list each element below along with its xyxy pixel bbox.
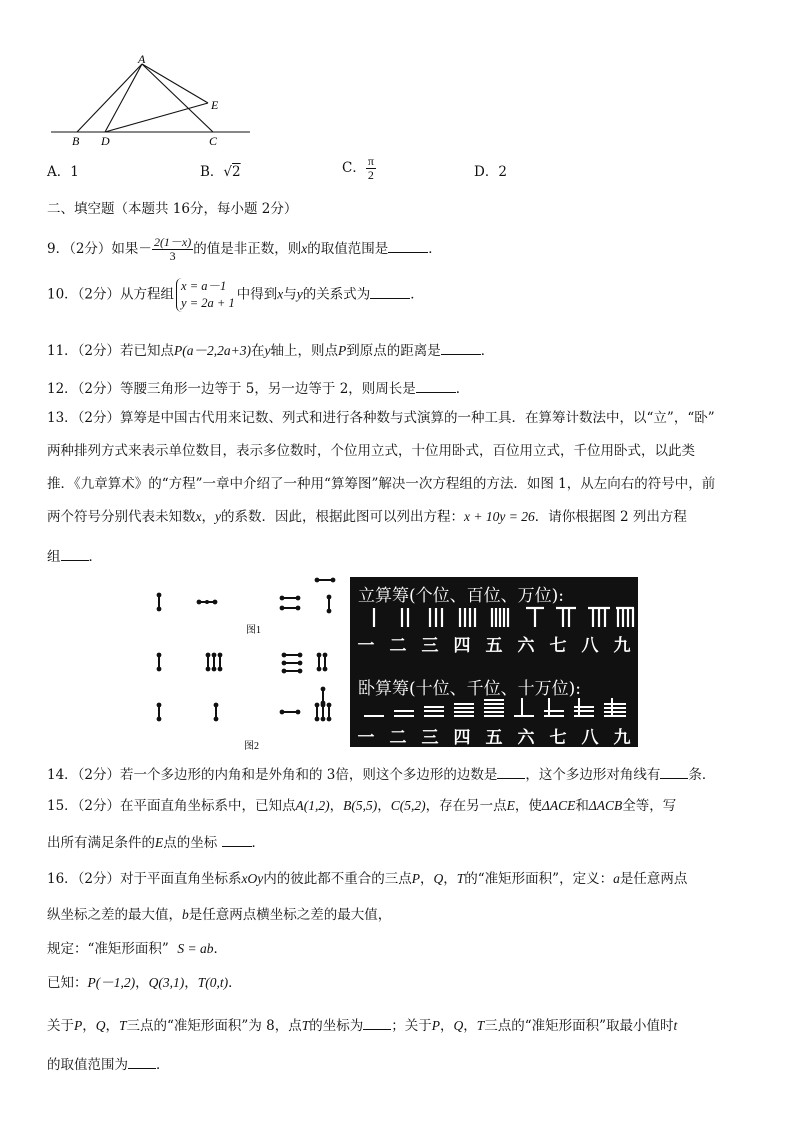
digit-6: 六 [517,636,535,656]
digit-1: 一 [357,728,375,748]
horizontal-rods-row [350,696,638,722]
q13-line1: 13．（2分）算筹是中国古代用来记数、列式和进行各种数与式演算的一种工具．在算筹计数法中，以“立”，“卧” [47,410,715,426]
digit-7: 七 [549,728,567,748]
section2-heading: 二、填空题（本题共 16分，每小题 2分） [47,201,298,217]
q13-line4: 两个符号分别代表未知数x，y的系数．因此，根据此图可以列出方程：x + 10y = 26．请你根据图 2 列出方程 [47,509,687,525]
answer-blank[interactable] [660,764,688,779]
digit-8: 八 [581,728,599,748]
q16-line3: 规定：“准矩形面积” S = ab． [47,941,228,957]
vertical-rods-row [350,605,638,631]
digit-2: 二 [389,728,407,748]
digit-5: 五 [485,636,503,656]
triangle-figure [45,52,260,152]
segment-ab [77,64,142,132]
q16-line6: 的取值范围为 ． [47,1054,170,1074]
label-b: B [72,134,80,148]
digit-2: 二 [389,636,407,656]
q16-line1: 16．（2分）对于平面直角坐标系xOy内的彼此都不重合的三点P，Q，T的“准矩形面积”，定义：a是任意两点 [47,871,688,887]
horizontal-rods-title: 卧算筹(十位、千位、十万位): [358,679,581,699]
answer-blank[interactable] [222,832,252,847]
option-d: D．2 [474,164,507,180]
q9-fraction: $\frac{2(1-x)}{3}$ [153,235,192,263]
option-a: A．1 [47,164,79,180]
digit-1: 一 [357,636,375,656]
vertical-rods-title: 立算筹(个位、百位、万位): [358,586,564,606]
counting-rod-figures [140,575,352,755]
segment-de [105,103,208,132]
question-12: 12．（2分）等腰三角形一边等于 5，另一边等于 2，则周长是 ． [47,378,469,398]
answer-blank[interactable] [370,284,410,299]
equation-system: x = a－1 y = 2a + 1 [176,278,235,312]
q16-line2: 纵坐标之差的最大值，b是任意两点横坐标之差的最大值， [47,907,392,923]
label-a: A [138,52,146,66]
digit-9: 九 [613,636,631,656]
digit-4: 四 [453,636,471,656]
q13-line5: 组 ． [47,546,102,566]
answer-blank[interactable] [61,546,89,561]
answer-blank[interactable] [497,764,525,779]
digit-5: 五 [485,728,503,748]
label-c: C [209,134,218,148]
segment-ae [142,64,208,103]
q15-line1: 15．（2分）在平面直角坐标系中，已知点A(1,2)，B(5,5)，C(5,2)，存在另一点E，使ΔACE和ΔACB全等，写 [47,798,677,814]
counting-rods-panel [350,577,638,747]
answer-blank[interactable] [363,1015,391,1030]
q15-line2: 出所有满足条件的E点的坐标 ． [47,832,265,852]
digit-3: 三 [421,728,439,748]
label-d: D [101,134,110,148]
vertical-digits-row [350,631,638,656]
digit-6: 六 [517,728,535,748]
figure-1-label: 图1 [246,625,261,636]
digit-4: 四 [453,728,471,748]
q16-line4: 已知：P(－1,2)，Q(3,1)，T(0,t)． [47,975,242,991]
answer-blank[interactable] [388,238,428,253]
question-10: 10．（2分）从方程组 x = a－1 y = 2a + 1 中得到x与y的关系式为 ． [47,279,424,310]
q13-line3: 推．《九章算术》的“方程”一章中介绍了一种用“算筹图”解决一次方程组的方法．如图 1，从左向右的符号中，前 [47,476,716,492]
digit-8: 八 [581,636,599,656]
q16-line5: 关于P，Q，T三点的“准矩形面积”为 8，点T的坐标为 ；关于P，Q，T三点的“准矩形面积”取最小值时t [47,1015,677,1035]
answer-blank[interactable] [128,1054,156,1069]
label-e: E [211,98,219,112]
answer-blank[interactable] [441,340,481,355]
digit-7: 七 [549,636,567,656]
answer-blank[interactable] [416,378,456,393]
sqrt-symbol: √ [223,164,233,180]
digit-9: 九 [613,728,631,748]
question-9: 9．（2分）如果－ $\frac{2(1-x)}{3}$ 的值是非正数，则x的取值范围是 ． [47,235,442,263]
q13-line2: 两种排列方式来表示单位数目，表示多位数时，个位用立式，十位用卧式，百位用立式，千位用卧式，以此类 [47,443,695,459]
digit-3: 三 [421,636,439,656]
option-b: B．√2 [200,164,241,180]
q13-equation: x + 10y = 26 [464,509,535,524]
question-11: 11．（2分）若已知点P(a－2,2a+3)在y轴上，则点P到原点的距离是 ． [47,340,494,360]
figure-2-label: 图2 [244,741,259,752]
option-c: C． $\frac{\pi}{2}$ [342,154,374,182]
segment-ad [105,64,142,132]
horizontal-digits-row [350,723,638,748]
segment-ac [142,64,213,132]
question-14: 14．（2分）若一个多边形的内角和是外角和的 3倍，则这个多边形的边数是 ，这个多边形对角线有 条． [47,764,715,784]
